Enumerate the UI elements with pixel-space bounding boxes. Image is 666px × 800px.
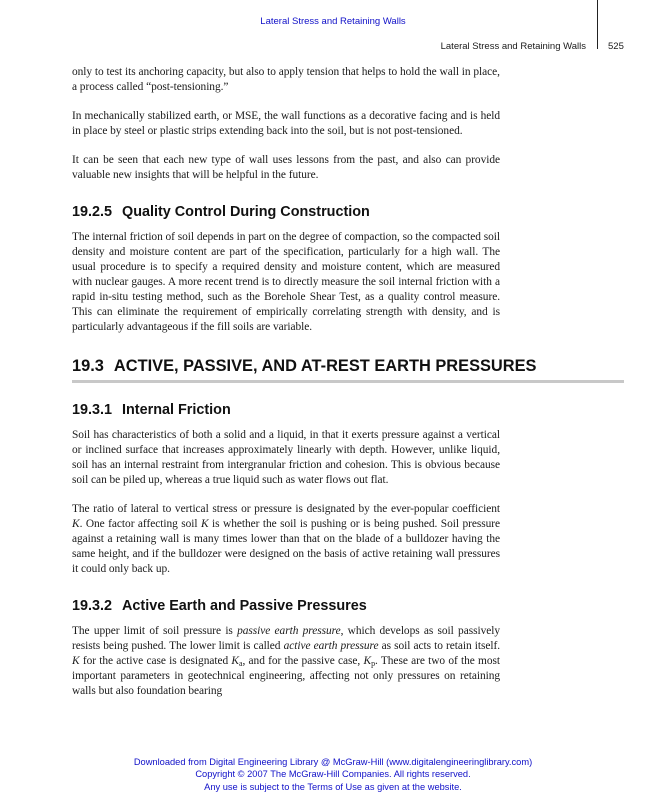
chapter-title-link[interactable]: Lateral Stress and Retaining Walls xyxy=(260,16,406,27)
footer-download-link[interactable]: Downloaded from Digital Engineering Library @ McGraw-Hill (www.digitalengineeringlibrary.com) xyxy=(133,757,533,767)
running-head: Lateral Stress and Retaining Walls xyxy=(440,41,586,52)
section-heading-19-3: 19.3 ACTIVE, PASSIVE, AND AT-REST EARTH PRESSURES xyxy=(72,357,537,375)
paragraph: Soil has characteristics of both a solid and a liquid, in that it exerts pressure against a vertical or inclined surface that increases approximately linearly with depth. However, unlike liquid, soil has an internal restraint from intergranular friction and cohesion. This is obvious because soil can be piled up, whereas a true liquid such as water flows out flat. xyxy=(72,429,500,486)
paragraph: The ratio of lateral to vertical stress or pressure is designated by the ever-popular coefficient K. One factor affecting soil K is whether the soil is pushing or is being pushed. Soil pressure against a retaining wall is many times lower than that on the blade of a bulldozer having the same height, and if the bulldozer were designed on the basis of active retaining wall pressures it could only back up. xyxy=(72,503,500,575)
paragraph: only to test its anchoring capacity, but also to apply tension that helps to hold the wall in place, a process called “post-tensioning.” xyxy=(72,66,500,93)
paragraph: It can be seen that each new type of wall uses lessons from the past, and also can provide valuable new insights that will be helpful in the future. xyxy=(72,154,500,181)
paragraph: In mechanically stabilized earth, or MSE, the wall functions as a decorative facing and is held in place by steel or plastic strips extending back into the soil, but is not post-tensioned. xyxy=(72,110,500,137)
footer-terms-link[interactable]: Any use is subject to the Terms of Use as given at the website. xyxy=(204,781,462,792)
paragraph: The internal friction of soil depends in part on the degree of compaction, so the compacted soil density and moisture content are part of the specification, particularly for a high wall. The usual procedure is to specify a required density and moisture content, which are measured with nuclear gauges. A more recent trend is to directly measure the soil internal friction with a rapid in-situ testing method, such as the Borehole Shear Test, as a quality control measure. This can eliminate the requirement of empirically correlating strength with density, and is particularly advantageous if the fill soils are variable. xyxy=(72,231,500,333)
paragraph: The upper limit of soil pressure is passive earth pressure, which develops as soil passively resists being pushed. The lower limit is called active earth pressure as soil acts to retain itself. K for the active case is designated $K_a$, and for the passive case, $K_p$. These are two of the most important parameters in geotechnical engineering, affecting not only pressures on retaining walls but also foundation bearing xyxy=(72,625,501,697)
section-heading-19-3-2: 19.3.2 Active Earth and Passive Pressures xyxy=(72,598,367,614)
header-divider xyxy=(597,0,598,49)
page-body xyxy=(72,65,537,699)
section-heading-19-3-1: 19.3.1 Internal Friction xyxy=(72,402,231,418)
footer xyxy=(0,756,666,793)
footer-copyright[interactable]: Copyright © 2007 The McGraw-Hill Companies. All rights reserved. xyxy=(195,769,471,780)
section-heading-19-2-5: 19.2.5 Quality Control During Construction xyxy=(72,204,370,220)
page-number: 525 xyxy=(608,41,624,52)
